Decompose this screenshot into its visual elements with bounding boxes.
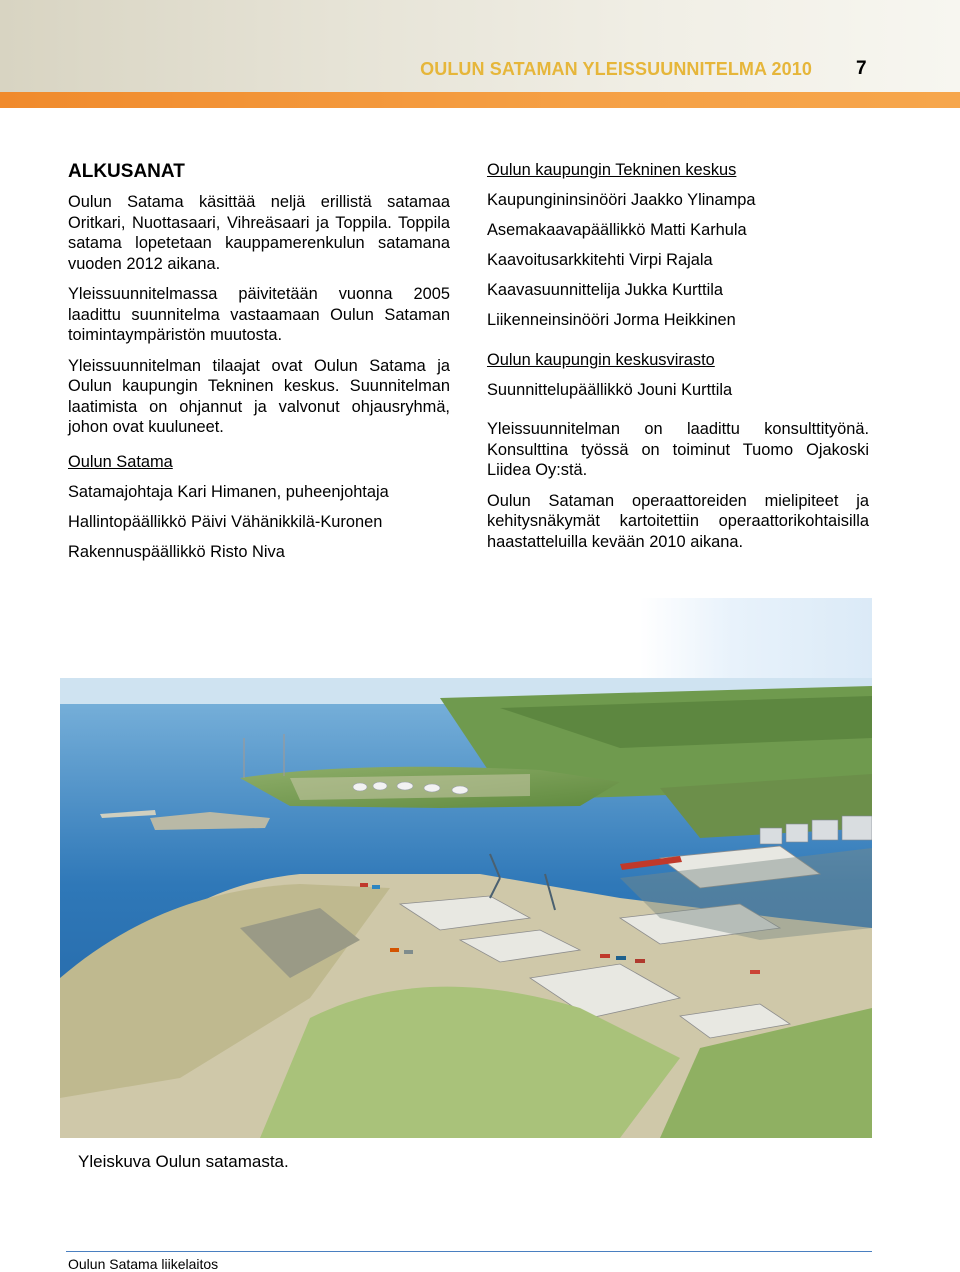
paragraph: Yleissuunnitelman on laadittu konsulttityönä. Konsulttina työssä on toiminut Tuomo Ojakoski Liidea Oy:stä. — [487, 420, 869, 479]
photo-sky-fade — [640, 598, 872, 680]
figure-caption: Yleiskuva Oulun satamasta. — [78, 1152, 289, 1171]
right-column — [487, 160, 869, 562]
group-title-tekninen-keskus: Oulun kaupungin Tekninen keskus — [487, 161, 737, 179]
paragraph: Oulun Satama käsittää neljä erillistä satamaa Oritkari, Nuottasaari, Vihreäsaari ja Toppila. Toppila satama lopetetaan kauppamerenkulun satamana vuoden 2012 aikana. — [68, 193, 450, 273]
harbour-illustration — [60, 678, 872, 1138]
document-title: OULUN SATAMAN YLEISSUUNNITELMA 2010 — [420, 59, 812, 79]
group-title-oulun-satama: Oulun Satama — [68, 452, 173, 471]
footer-organization: Oulun Satama liikelaitos — [68, 1256, 219, 1272]
paragraph: Oulun Sataman operaattoreiden mielipiteet ja kehitysnäkymät kartoitettiin operaattorikohtaisilla haastatteluilla kevään 2010 aikana. — [487, 491, 869, 551]
member-line: Kaupungininsinööri Jaakko Ylinampa — [487, 191, 756, 209]
member-line: Satamajohtaja Kari Himanen, puheenjohtaja — [68, 482, 389, 501]
page-header — [0, 0, 960, 92]
member-line: Kaavoitusarkkitehti Virpi Rajala — [487, 251, 713, 269]
left-column — [68, 160, 450, 572]
harbour-aerial-photo — [60, 678, 872, 1138]
section-heading: ALKUSANAT — [68, 161, 185, 182]
member-line: Hallintopäällikkö Päivi Vähänikkilä-Kuronen — [68, 512, 383, 531]
member-line: Asemakaavapäällikkö Matti Karhula — [487, 221, 747, 239]
paragraph: Yleissuunnitelman tilaajat ovat Oulun Satama ja Oulun kaupungin Tekninen keskus. Suunnitelman laatimista on ohjannut ja valvonut ohjausryhmä, johon ovat kuuluneet. — [68, 356, 450, 436]
header-accent-bar — [0, 92, 960, 108]
member-line: Suunnittelupäällikkö Jouni Kurttila — [487, 380, 733, 399]
footer-rule — [66, 1251, 872, 1252]
member-line: Liikenneinsinööri Jorma Heikkinen — [487, 311, 736, 329]
paragraph: Yleissuunnitelmassa päivitetään vuonna 2005 laadittu suunnitelma vastaamaan Oulun Sataman toimintaympäristön muutosta. — [68, 285, 450, 344]
page-number: 7 — [856, 58, 867, 79]
member-line: Rakennuspäällikkö Risto Niva — [68, 542, 285, 561]
member-line: Kaavasuunnittelija Jukka Kurttila — [487, 281, 723, 299]
group-title-keskusvirasto: Oulun kaupungin keskusvirasto — [487, 350, 715, 369]
